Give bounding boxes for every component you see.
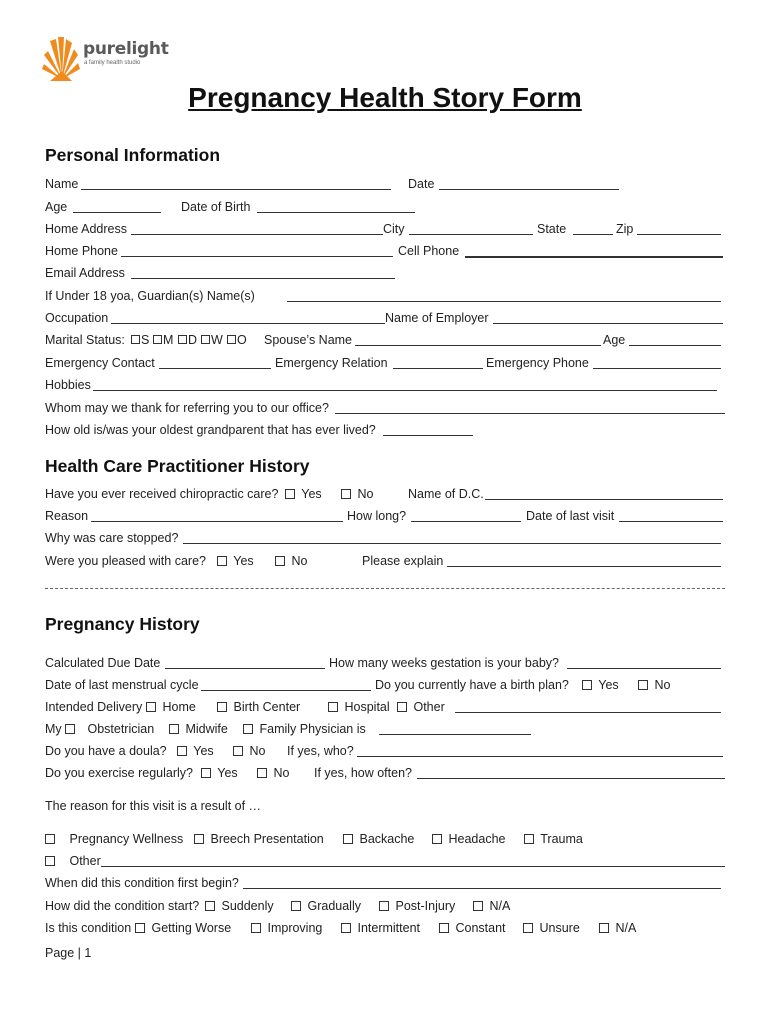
row-email [45,266,735,284]
date-label: Date [408,177,435,191]
last-cycle-label: Date of last menstrual cycle [45,678,199,692]
logo-tagline: a family health studio [84,60,141,66]
dob-label: Date of Birth [181,200,251,214]
delivery-birth-center-option[interactable]: Birth Center [217,700,300,714]
marital-w-option[interactable]: W [201,333,223,347]
section-personal-information: Personal Information [45,145,221,165]
why-stopped-field[interactable] [183,531,721,544]
referral-label: Whom may we thank for referring you to our office? [45,401,329,415]
home-phone-field[interactable] [121,244,393,257]
is-condition-label: Is this condition [45,921,132,935]
name-label: Name [45,177,79,191]
section-health-care-practitioner-history: Health Care Practitioner History [45,456,310,476]
guardian-label: If Under 18 yoa, Guardian(s) Name(s) [45,289,255,303]
checkbox-icon[interactable] [243,724,253,734]
checkbox-icon[interactable] [131,335,140,344]
row-occupation [45,311,735,329]
referral-field[interactable] [335,401,725,414]
doula-no-option[interactable]: No [233,744,265,758]
condition-constant-option[interactable]: Constant [439,921,506,935]
checkbox-icon[interactable] [217,556,227,566]
start-na-option[interactable]: N/A [473,899,510,913]
zip-field[interactable] [637,222,721,235]
checkbox-icon[interactable] [343,834,353,844]
row-first-begin [45,876,735,894]
how-often-label: If yes, how often? [314,766,412,780]
spouse-age-label: Age [603,333,626,347]
checkbox-icon[interactable] [45,834,55,844]
row-hobbies [45,378,735,396]
marital-s-option[interactable]: S [131,333,149,347]
occupation-label: Occupation [45,311,109,325]
start-post-injury-option[interactable]: Post-Injury [379,899,455,913]
emergency-phone-label: Emergency Phone [486,356,589,370]
occupation-field[interactable] [111,311,385,324]
last-visit-field[interactable] [619,509,723,522]
sunburst-icon [42,27,82,83]
checkbox-icon[interactable] [177,746,187,756]
row-pleased [45,554,735,572]
condition-wellness-option[interactable]: Pregnancy Wellness [45,832,183,846]
exercise-label: Do you exercise regularly? [45,766,193,780]
row-marital [45,333,735,351]
checkbox-icon[interactable] [227,335,236,344]
city-field[interactable] [409,222,533,235]
chiro-yes-option[interactable]: Yes [285,487,322,501]
condition-intermittent-option[interactable]: Intermittent [341,921,420,935]
condition-headache-option[interactable]: Headache [432,832,505,846]
row-my-provider [45,722,735,740]
hobbies-field[interactable] [93,378,717,391]
provider-midwife-option[interactable]: Midwife [169,722,228,736]
my-label: My [45,722,62,736]
spouse-field[interactable] [355,333,601,346]
section-pregnancy-history: Pregnancy History [45,614,200,634]
pleased-yes-option[interactable]: Yes [217,554,254,568]
row-doula [45,744,735,762]
delivery-home-option[interactable]: Home [146,700,196,714]
grandparent-label: How old is/was your oldest grandparent that has ever lived? [45,423,376,437]
checkbox-icon[interactable] [275,556,285,566]
email-label: Email Address [45,266,125,280]
reason-label: Reason [45,509,89,523]
due-date-label: Calculated Due Date [45,656,161,670]
family-physician-field[interactable] [379,722,531,735]
row-last-cycle [45,678,735,696]
explain-label: Please explain [362,554,444,568]
emergency-relation-label: Emergency Relation [275,356,388,370]
delivery-other-field[interactable] [455,700,721,713]
checkbox-icon[interactable] [473,901,483,911]
first-begin-label: When did this condition first begin? [45,876,239,890]
home-address-label: Home Address [45,222,127,236]
last-visit-label: Date of last visit [526,509,615,523]
checkbox-icon[interactable] [201,335,210,344]
condition-worse-option[interactable]: Getting Worse [135,921,231,935]
dc-name-field[interactable] [485,487,723,500]
checkbox-icon[interactable] [379,901,389,911]
row-grandparent [45,423,735,441]
checkbox-icon[interactable] [201,768,211,778]
doula-yes-option[interactable]: Yes [177,744,214,758]
checkbox-icon[interactable] [217,702,227,712]
checkbox-icon[interactable] [397,702,407,712]
exercise-yes-option[interactable]: Yes [201,766,238,780]
checkbox-icon[interactable] [582,680,592,690]
checkbox-icon[interactable] [432,834,442,844]
row-chiro [45,487,735,505]
emergency-contact-field[interactable] [159,356,271,369]
condition-other-field[interactable] [101,854,725,867]
emergency-relation-field[interactable] [393,356,483,369]
who-label: If yes, who? [287,744,354,758]
how-long-label: How long? [347,509,407,523]
age-label: Age [45,200,68,214]
row-reason-visit [45,799,735,817]
last-cycle-field[interactable] [201,678,371,691]
chiro-no-option[interactable]: No [341,487,373,501]
row-referral [45,401,735,419]
birth-plan-yes-option[interactable]: Yes [582,678,619,692]
delivery-other-option[interactable]: Other [397,700,445,714]
checkbox-icon[interactable] [523,923,533,933]
reason-field[interactable] [91,509,343,522]
dc-name-label: Name of D.C. [408,487,484,501]
row-age [45,200,735,218]
checkbox-icon[interactable] [285,489,295,499]
row-other-condition [45,854,735,872]
gestation-field[interactable] [567,656,721,669]
spouse-label: Spouse’s Name [264,333,353,347]
spouse-age-field[interactable] [629,333,721,346]
row-exercise [45,766,735,784]
checkbox-icon[interactable] [341,923,351,933]
condition-trauma-option[interactable]: Trauma [524,832,583,846]
condition-na-option[interactable]: N/A [599,921,636,935]
marital-label: Marital Status: [45,333,125,347]
marital-m-option[interactable]: M [153,333,173,347]
grandparent-field[interactable] [383,423,473,436]
state-label: State [537,222,567,236]
row-why-stopped [45,531,735,549]
age-field[interactable] [73,200,161,213]
birth-plan-no-option[interactable]: No [638,678,670,692]
doula-label: Do you have a doula? [45,744,167,758]
row-phones [45,244,735,262]
start-gradually-option[interactable]: Gradually [291,899,361,913]
checkbox-icon[interactable] [65,724,75,734]
how-often-field[interactable] [417,766,725,779]
checkbox-icon[interactable] [205,901,215,911]
cell-phone-label: Cell Phone [398,244,460,258]
home-phone-label: Home Phone [45,244,118,258]
condition-backache-option[interactable]: Backache [343,832,414,846]
checkbox-icon[interactable] [257,768,267,778]
how-long-field[interactable] [411,509,521,522]
date-field[interactable] [439,177,619,190]
home-address-field[interactable] [131,222,383,235]
row-start [45,899,735,917]
marital-d-option[interactable]: D [178,333,197,347]
checkbox-icon[interactable] [153,335,162,344]
page-title: Pregnancy Health Story Form [188,82,582,113]
emergency-phone-field[interactable] [593,356,721,369]
pleased-label: Were you pleased with care? [45,554,206,568]
marital-o-option[interactable]: O [227,333,247,347]
dob-field[interactable] [257,200,415,213]
who-field[interactable] [357,744,723,757]
email-field[interactable] [131,266,395,279]
row-intended-delivery [45,700,735,718]
row-reason [45,509,735,527]
first-begin-field[interactable] [243,876,721,889]
row-emergency [45,356,735,374]
birth-plan-label: Do you currently have a birth plan? [375,678,569,692]
row-guardian [45,289,735,307]
checkbox-icon[interactable] [45,856,55,866]
name-field[interactable] [81,177,391,190]
provider-family-physician-option[interactable]: Family Physician is [243,722,366,736]
checkbox-icon[interactable] [233,746,243,756]
checkbox-icon[interactable] [169,724,179,734]
cell-phone-field[interactable] [465,244,723,258]
start-suddenly-option[interactable]: Suddenly [205,899,274,913]
checkbox-icon[interactable] [328,702,338,712]
guardian-field[interactable] [287,289,721,302]
checkbox-icon[interactable] [524,834,534,844]
provider-obstetrician-option[interactable]: Obstetrician [65,722,154,736]
why-stopped-label: Why was care stopped? [45,531,179,545]
hobbies-label: Hobbies [45,378,91,392]
condition-breech-option[interactable]: Breech Presentation [194,832,324,846]
start-label: How did the condition start? [45,899,200,913]
delivery-hospital-option[interactable]: Hospital [328,700,390,714]
logo-brand: purelight [83,39,169,59]
explain-continued-line[interactable] [45,578,725,589]
row-is-condition [45,921,735,939]
row-address [45,222,735,240]
checkbox-icon[interactable] [439,923,449,933]
explain-field[interactable] [447,554,721,567]
checkbox-icon[interactable] [291,901,301,911]
city-label: City [383,222,405,236]
due-date-field[interactable] [165,656,325,669]
condition-unsure-option[interactable]: Unsure [523,921,580,935]
employer-label: Name of Employer [385,311,489,325]
intended-label: Intended Delivery [45,700,143,714]
checkbox-icon[interactable] [251,923,261,933]
chiro-label: Have you ever received chiropractic care? [45,487,279,501]
condition-other-option[interactable]: Other [45,854,101,868]
employer-field[interactable] [493,311,723,324]
gestation-label: How many weeks gestation is your baby? [329,656,559,670]
checkbox-icon[interactable] [638,680,648,690]
reason-visit-label: The reason for this visit is a result of … [45,799,262,813]
purelight-logo [42,27,172,83]
checkbox-icon[interactable] [194,834,204,844]
row-name [45,177,735,195]
checkbox-icon[interactable] [599,923,609,933]
checkbox-icon[interactable] [178,335,187,344]
page-number: Page | 1 [45,946,92,960]
checkbox-icon[interactable] [341,489,351,499]
zip-label: Zip [616,222,634,236]
emergency-contact-label: Emergency Contact [45,356,155,370]
condition-improving-option[interactable]: Improving [251,921,322,935]
row-due-date [45,656,735,674]
pleased-no-option[interactable]: No [275,554,307,568]
checkbox-icon[interactable] [135,923,145,933]
state-field[interactable] [573,222,613,235]
row-conditions [45,832,735,850]
exercise-no-option[interactable]: No [257,766,289,780]
checkbox-icon[interactable] [146,702,156,712]
